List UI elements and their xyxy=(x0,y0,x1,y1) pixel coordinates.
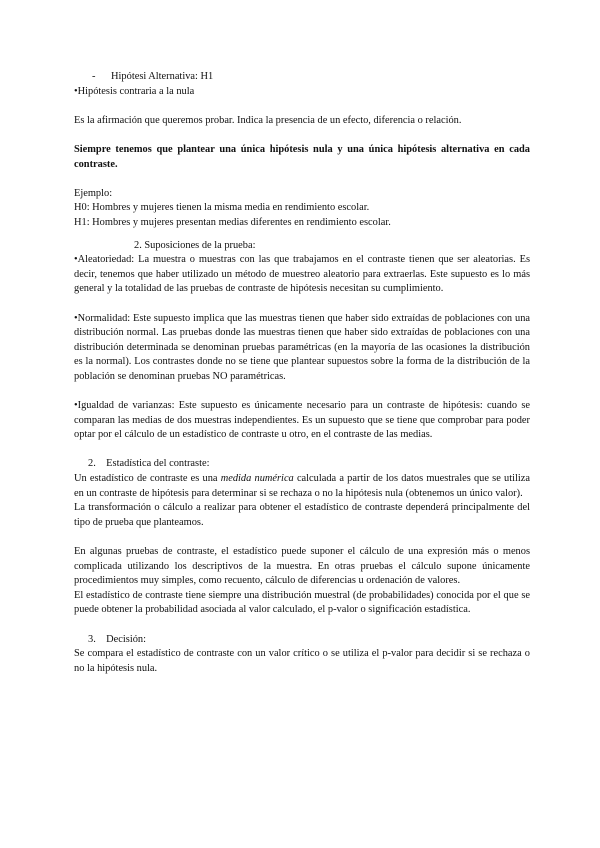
spacer xyxy=(74,384,530,399)
spacer xyxy=(74,530,530,545)
spacer xyxy=(74,99,530,114)
estadistica-paragraph-2: La transformación o cálculo a realizar para obtener el estadístico de contraste dependerá principalmente del tipo de prueba que planteamos. xyxy=(74,502,530,528)
estadistica-paragraph-3: En algunas pruebas de contraste, el estadístico puede suponer el cálculo de una expresión más o menos complicada utilizando los descriptivos de la muestra. En otras pruebas el cálculo supone únicamente procedimientos muy simples, como recuento, cálculo de diferencias u ordenación de valores. xyxy=(74,546,530,587)
spacer xyxy=(74,231,530,239)
decision-paragraph: Se compara el estadístico de contraste con un valor crítico o se utiliza el p-valor para decidir si se rechaza o no la hipótesis nula. xyxy=(74,648,530,674)
example-label: Ejemplo: xyxy=(74,187,113,199)
example-h1: H1: Hombres y mujeres presentan medias diferentes en rendimiento escolar. xyxy=(74,216,391,228)
estadistica-p1-start: Un estadístico de contraste es una xyxy=(74,473,221,485)
spacer xyxy=(74,618,530,633)
estadistica-p1-end: calculada a partir de los datos muestrales que se utiliza en un contraste de hipótesis para determinar si se rechaza o no la hipótesis nula (obtenemos un único valor). xyxy=(74,473,530,499)
spacer xyxy=(74,172,530,187)
igualdad-varianzas-paragraph: •Igualdad de varianzas: Este supuesto es únicamente necesario para un contraste de hipótesis: cuando se comparan las medias de dos muestras independientes. Es un supuesto que se tiene que comprobar para poder optar por el cálculo de un estadístico de contraste u otro, en el contraste de las medias. xyxy=(74,400,530,441)
aleatoriedad-paragraph: •Aleatoriedad: La muestra o muestras con las que trabajamos en el contraste tienen que ser aleatorias. Es decir, tenemos que haber utilizado un método de muestreo aleatorio para extraerlas. Este supuesto es lo más general y la totalidad de las pruebas de contraste de hipótesis necesitan su cumplimiento. xyxy=(74,254,530,295)
alternative-hypothesis-description: Es la afirmación que queremos probar. Indica la presencia de un efecto, diferencia o relación. xyxy=(74,114,462,126)
section-3-heading: 3. Decisión: xyxy=(88,633,147,645)
estadistica-heading: 2. Estadística del contraste: xyxy=(88,458,210,470)
spacer xyxy=(74,443,530,458)
example-h0: H0: Hombres y mujeres tienen la misma media en rendimiento escolar. xyxy=(74,202,370,214)
estadistica-paragraph-1 xyxy=(74,472,530,501)
normalidad-paragraph: •Normalidad: Este supuesto implica que las muestras tienen que haber sido extraídas de poblaciones con una distribución normal. Las pruebas donde las muestras tienen que haber sido extraídas de poblaciones con una distribución determinada se denominan pruebas paramétricas (en la mayoría de las ocasiones la distribución es la normal). Los contrastes donde no se tiene que plantear supuestos sobre la forma de la distribución de la población se denominan pruebas NO paramétricas. xyxy=(74,312,530,382)
spacer xyxy=(74,297,530,312)
spacer xyxy=(74,128,530,143)
section-2-heading: 2. Suposiciones de la prueba: xyxy=(134,239,256,251)
alternative-hypothesis-heading: - Hipótesi Alternativa: H1 xyxy=(92,71,214,82)
alternative-hypothesis-bullet: •Hipótesis contraria a la nula xyxy=(74,85,195,97)
medida-numerica-emphasis: medida numérica xyxy=(220,473,294,485)
estadistica-paragraph-4: El estadístico de contraste tiene siempre una distribución muestral (de probabilidades) conocida por el que se puede obtener la probabilidad asociada al valor calculado, el p-valor o significación estadística. xyxy=(74,589,530,616)
bold-note: Siempre tenemos que plantear una única hipótesis nula y una única hipótesis alternativa en cada contraste. xyxy=(74,143,530,170)
document-content xyxy=(74,70,530,676)
